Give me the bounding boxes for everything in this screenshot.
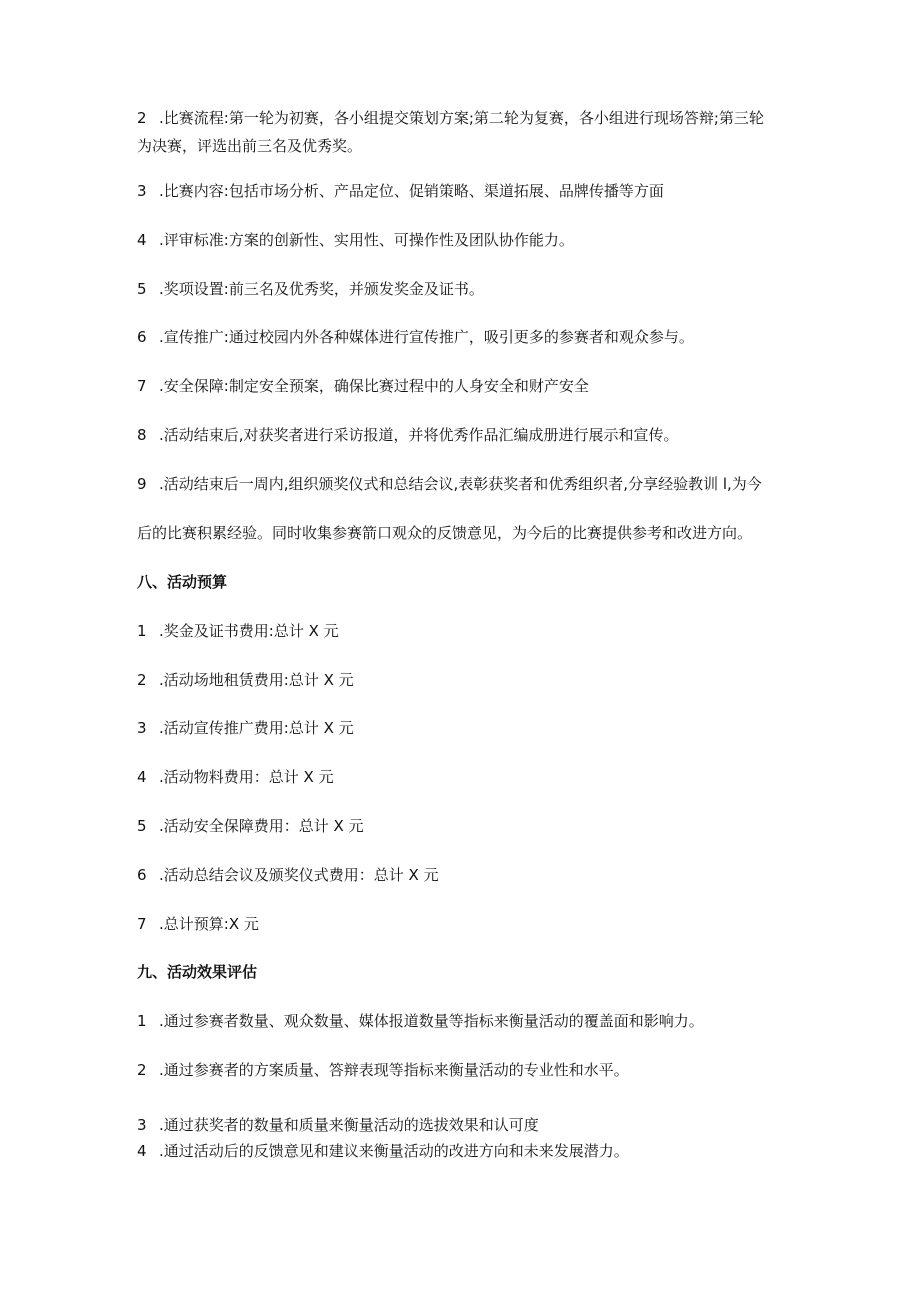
list-item: 4 .评审标准:方案的创新性、实用性、可操作性及团队协作能力。 — [137, 231, 574, 249]
section-heading-budget: 八、活动预算 — [137, 573, 228, 591]
list-item-continuation: 后的比赛积累经验。同时收集参赛箭口观众的反馈意见，为今后的比赛提供参考和改进方向。 — [137, 524, 753, 542]
list-item: 4 .通过活动后的反馈意见和建议来衡量活动的改进方向和未来发展潜力。 — [137, 1142, 629, 1160]
list-item: 2 .比赛流程:第一轮为初赛，各小组提交策划方案;第二轮为复赛，各小组进行现场答辩;第三轮 — [137, 109, 764, 127]
section-heading-evaluation: 九、活动效果评估 — [137, 963, 258, 981]
list-item: 6 .活动总结会议及颁奖仪式费用：总计 X 元 — [137, 866, 439, 884]
list-item: 3 .通过获奖者的数量和质量来衡量活动的选拔效果和认可度 — [137, 1116, 539, 1134]
list-item: 8 .活动结束后,对获奖者进行采访报道，并将优秀作品汇编成册进行展示和宣传。 — [137, 426, 679, 444]
list-item: 7 .总计预算:X 元 — [137, 915, 259, 933]
list-item: 4 .活动物料费用：总计 X 元 — [137, 768, 334, 786]
list-item: 5 .活动安全保障费用：总计 X 元 — [137, 817, 364, 835]
list-item: 7 .安全保障:制定安全预案，确保比赛过程中的人身安全和财产安全 — [137, 377, 589, 395]
list-item-continuation: 为决赛，评选出前三名及优秀奖。 — [137, 137, 363, 155]
list-item: 1 .奖金及证书费用:总计 X 元 — [137, 622, 339, 640]
list-item: 2 .活动场地租赁费用:总计 X 元 — [137, 671, 354, 689]
list-item: 3 .活动宣传推广费用:总计 X 元 — [137, 719, 354, 737]
list-item: 3 .比赛内容:包括市场分析、产品定位、促销策略、渠道拓展、品牌传播等方面 — [137, 182, 664, 200]
list-item: 1 .通过参赛者数量、观众数量、媒体报道数量等指标来衡量活动的覆盖面和影响力。 — [137, 1012, 704, 1030]
list-item: 6 .宣传推广:通过校园内外各种媒体进行宣传推广，吸引更多的参赛者和观众参与。 — [137, 328, 694, 346]
list-item: 5 .奖项设置:前三名及优秀奖，并颁发奖金及证书。 — [137, 280, 484, 298]
list-item: 2 .通过参赛者的方案质量、答辩表现等指标来衡量活动的专业性和水平。 — [137, 1061, 629, 1079]
list-item: 9 .活动结束后一周内,组织颁奖仪式和总结会议,表彰获奖者和优秀组织者,分享经验教训 l,为今 — [137, 475, 762, 493]
